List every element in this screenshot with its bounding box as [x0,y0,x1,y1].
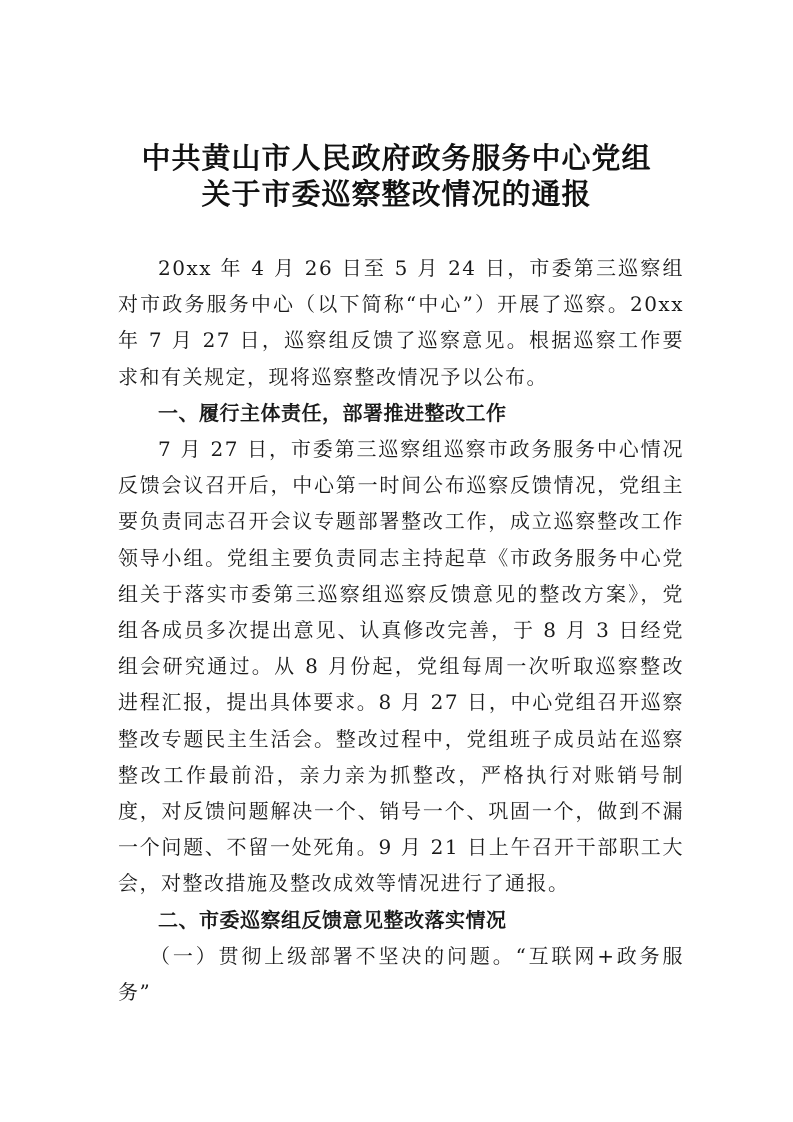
section-2-heading: 二、市委巡察组反馈意见整改落实情况 [158,907,507,932]
document-title-line-1: 中共黄山市人民政府政务服务中心党组 [141,141,652,175]
section-2-subitem-1: （一）贯彻上级部署不坚决的问题。“互联网+政务服务” [118,943,684,1005]
document-body [118,250,684,1010]
intro-paragraph: 20xx 年 4 月 26 日至 5 月 24 日，市委第三巡察组对市政务服务中心（以下简称“中心”）开展了巡察。20xx 年 7 月 27 日，巡察组反馈了巡察意见。根据巡察工作要求和有关规定，现将巡察整改情况予以公布。 [118,256,684,389]
section-1-heading: 一、履行主体责任，部署推进整改工作 [158,400,507,425]
section-1-paragraph: 7 月 27 日，市委第三巡察组巡察市政务服务中心情况反馈会议召开后，中心第一时间公布巡察反馈情况，党组主要负责同志召开会议专题部署整改工作，成立巡察整改工作领导小组。党组主要负责同志主持起草《市政务服务中心党组关于落实市委第三巡察组巡察反馈意见的整改方案》，党组各成员多次提出意见、认真修改完善，于 8 月 3 日经党组会研究通过。从 8 月份起，党组每周一次听取巡察整改进程汇报，提出具体要求。8 月 27 日，中心党组召开巡察整改专题民主生活会。整改过程中，党组班子成员站在巡察整改工作最前沿，亲力亲为抓整改，严格执行对账销号制度，对反馈问题解决一个、销号一个、巩固一个，做到不漏一个问题、不留一处死角。9 月 21 日上午召开干部职工大会，对整改措施及整改成效等情况进行了通报。 [118,437,684,896]
document-title-line-2: 关于市委巡察整改情况的通报 [201,177,592,211]
